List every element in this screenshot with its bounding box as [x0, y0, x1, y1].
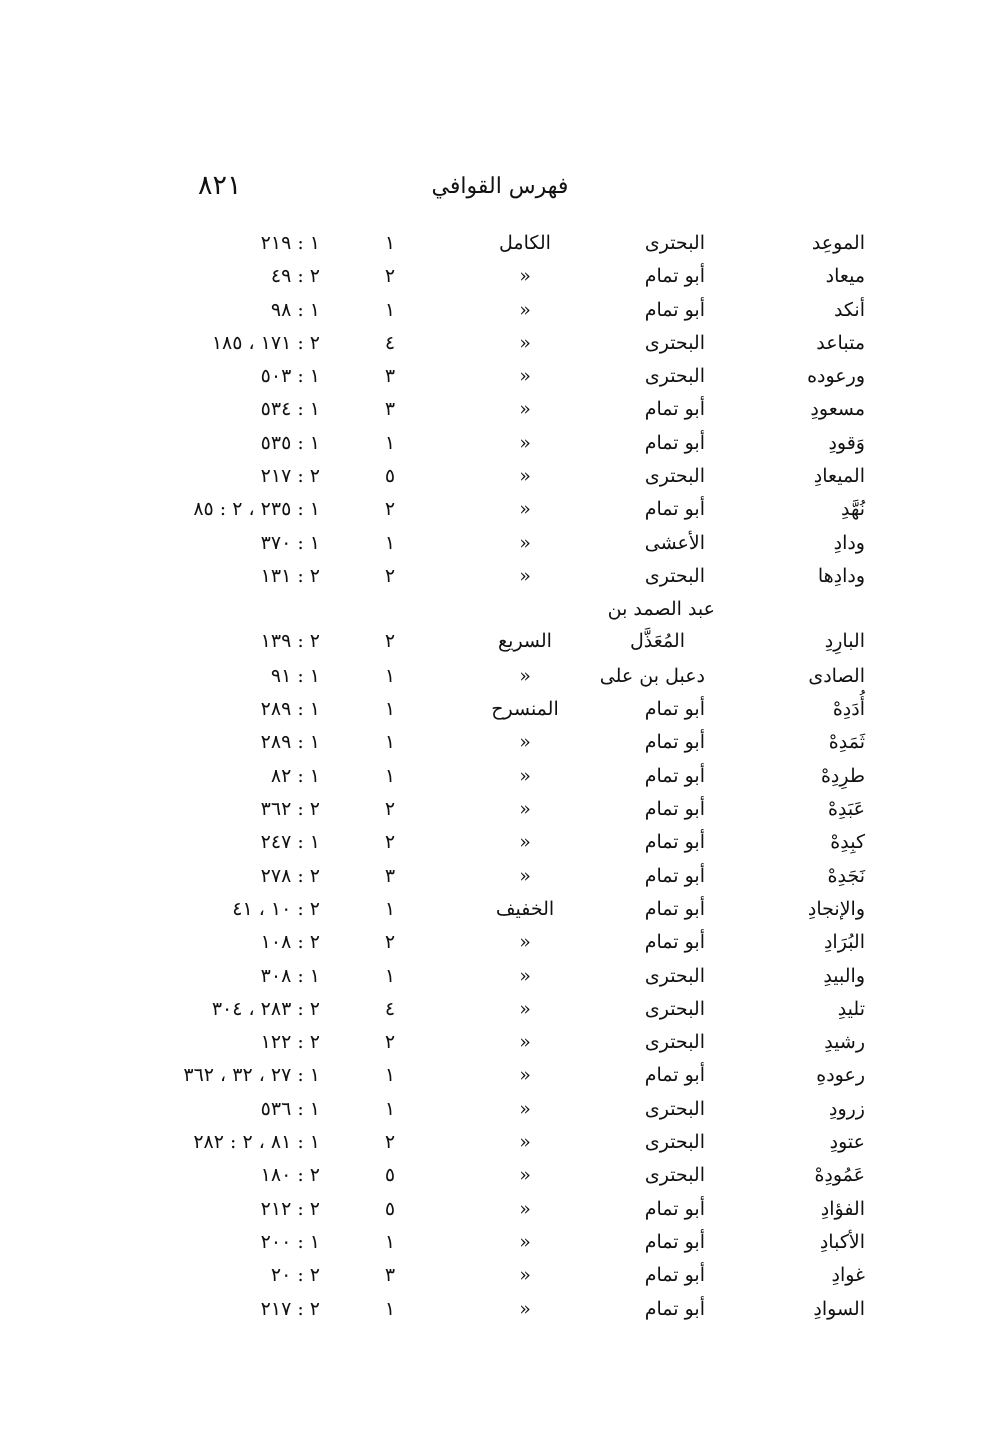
- poet-name: أبو تمام: [644, 398, 705, 421]
- table-row: [0, 728, 1005, 761]
- page-title: فهرس القوافي: [431, 174, 569, 199]
- page-reference: ١ : ٢٤٧: [260, 831, 320, 854]
- table-row: [0, 329, 1005, 362]
- page-reference: ٢ : ٢٧٨: [260, 864, 320, 887]
- rhyme-word: البارِدِ: [824, 630, 865, 653]
- table-row: [0, 595, 1005, 662]
- meter-name: »: [519, 931, 531, 954]
- rhyme-word: غوادِ: [831, 1264, 865, 1287]
- verse-count: ٢: [384, 798, 396, 821]
- rhyme-word: السوادِ: [813, 1297, 865, 1320]
- table-row: [0, 1028, 1005, 1061]
- table-row: [0, 495, 1005, 528]
- verse-count: ٥: [384, 1197, 396, 1220]
- meter-name: »: [519, 431, 531, 454]
- table-row: [0, 962, 1005, 995]
- meter-name: »: [519, 398, 531, 421]
- table-row: [0, 229, 1005, 262]
- meter-name: »: [519, 1264, 531, 1287]
- rhyme-word: والإنجادِ: [807, 897, 865, 920]
- poet-name: أبو تمام: [644, 698, 705, 721]
- verse-count: ١: [384, 698, 396, 721]
- meter-name: »: [519, 1230, 531, 1253]
- poet-name: البحترى: [644, 964, 705, 987]
- table-row: [0, 262, 1005, 295]
- table-row: [0, 695, 1005, 728]
- verse-count: ٤: [384, 331, 396, 354]
- poet-name: أبو تمام: [644, 764, 705, 787]
- verse-count: ٢: [384, 630, 396, 653]
- poet-name: البحترى: [644, 465, 705, 488]
- page-reference: ٢ : ١٠ ، ٤١: [232, 897, 320, 920]
- rhyme-word: رعودهِ: [816, 1064, 865, 1087]
- page-reference: ٢ : ٢٨٣ ، ٣٠٤: [211, 997, 320, 1020]
- table-row: [0, 1128, 1005, 1161]
- verse-count: ٥: [384, 1164, 396, 1187]
- verse-count: ٢: [384, 564, 396, 587]
- rhyme-word: عتودِ: [829, 1131, 865, 1154]
- poet-name: أبو تمام: [644, 1264, 705, 1287]
- meter-name: »: [519, 298, 531, 321]
- page-reference: ٢ : ١٨٠: [260, 1164, 320, 1187]
- page-reference: ٢ : ٢١٧: [260, 1297, 320, 1320]
- rhyme-word: ثَمَدِهْ: [828, 731, 865, 754]
- rhyme-word: نَجَدِهْ: [827, 864, 865, 887]
- page-reference: ١ : ٨١ ، ٢ : ٢٨٢: [193, 1131, 320, 1154]
- meter-name: »: [519, 265, 531, 288]
- verse-count: ٢: [384, 1131, 396, 1154]
- rhyme-word: ورعوده: [807, 365, 865, 388]
- meter-name: »: [519, 465, 531, 488]
- page-reference: ١ : ٥٣٤: [260, 398, 320, 421]
- page-reference: ٢ : ٢١٢: [260, 1197, 320, 1220]
- poet-name: عبد الصمد بن المُعَذَّل: [608, 595, 715, 623]
- verse-count: ١: [384, 531, 396, 554]
- page-reference: ٢ : ١٧١ ، ١٨٥: [211, 331, 320, 354]
- meter-name: »: [519, 1097, 531, 1120]
- rhyme-word: ودادِ: [833, 531, 865, 554]
- page-reference: ١ : ٥٣٥: [260, 431, 320, 454]
- rhyme-word: أنكد: [833, 298, 865, 321]
- meter-name: المنسرح: [491, 698, 559, 721]
- meter-name: »: [519, 1064, 531, 1087]
- meter-name: الكامل: [499, 232, 551, 254]
- page-reference: ١ : ٣٠٨: [260, 964, 320, 987]
- table-row: [0, 928, 1005, 961]
- verse-count: ١: [384, 664, 396, 687]
- page-reference: ٢ : ١٢٢: [260, 1031, 320, 1054]
- meter-name: »: [519, 531, 531, 554]
- page-number: ٨٢١: [198, 170, 242, 201]
- page-reference: ١ : ٢٠٠: [260, 1230, 320, 1253]
- rhyme-word: مسعودِ: [810, 398, 865, 421]
- page-reference: ١ : ٢٧ ، ٣٢ ، ٣٦٢: [183, 1064, 320, 1087]
- verse-count: ٢: [384, 831, 396, 854]
- rhyme-word: رشيدِ: [824, 1031, 865, 1054]
- rhyme-word: أُدَدِهْ: [832, 698, 865, 721]
- table-row: [0, 462, 1005, 495]
- poet-name: أبو تمام: [644, 897, 705, 920]
- verse-count: ٤: [384, 997, 396, 1020]
- page-reference: ٢ : ٣٦٢: [260, 798, 320, 821]
- poet-name: أبو تمام: [644, 831, 705, 854]
- rhyme-word: زرودِ: [829, 1097, 865, 1120]
- poet-name-line2: المُعَذَّل: [630, 630, 685, 653]
- poet-name: أبو تمام: [644, 731, 705, 754]
- rhyme-word: عَبَدِهْ: [828, 798, 865, 821]
- verse-count: ٣: [384, 1264, 396, 1287]
- poet-name: أبو تمام: [644, 931, 705, 954]
- rhyme-word: متباعد: [816, 331, 865, 354]
- table-row: [0, 1261, 1005, 1294]
- meter-name: »: [519, 1131, 531, 1154]
- meter-name: »: [519, 365, 531, 388]
- poet-name: البحترى: [644, 1031, 705, 1054]
- poet-name: أبو تمام: [644, 1064, 705, 1087]
- meter-name: »: [519, 498, 531, 521]
- table-row: [0, 662, 1005, 695]
- rhyme-word: الصادى: [808, 664, 865, 687]
- page-reference: ١ : ٥٠٣: [260, 365, 320, 388]
- page-reference: ١ : ٣٧٠: [260, 531, 320, 554]
- page-reference: ١ : ٢٨٩: [260, 698, 320, 721]
- rhyme-word: ميعاد: [825, 265, 865, 288]
- table-row: [0, 1195, 1005, 1228]
- page-reference: ٢ : ٤٩: [270, 265, 320, 288]
- verse-count: ١: [384, 232, 396, 254]
- poet-name: البحترى: [644, 1164, 705, 1187]
- table-row: [0, 296, 1005, 329]
- table-row: [0, 795, 1005, 828]
- table-row: [0, 828, 1005, 861]
- poet-name: أبو تمام: [644, 864, 705, 887]
- meter-name: »: [519, 1297, 531, 1320]
- meter-name: »: [519, 564, 531, 587]
- verse-count: ١: [384, 731, 396, 754]
- poet-name: أبو تمام: [644, 1230, 705, 1253]
- meter-name: »: [519, 864, 531, 887]
- verse-count: ٥: [384, 465, 396, 488]
- poet-name: أبو تمام: [644, 298, 705, 321]
- meter-name: »: [519, 664, 531, 687]
- meter-name: »: [519, 1197, 531, 1220]
- rhyme-word: والبيدِ: [823, 964, 865, 987]
- poet-name: البحترى: [644, 1131, 705, 1154]
- page-reference: ٢ : ٢١٧: [260, 465, 320, 488]
- verse-count: ١: [384, 764, 396, 787]
- meter-name: »: [519, 331, 531, 354]
- verse-count: ٢: [384, 931, 396, 954]
- verse-count: ١: [384, 964, 396, 987]
- verse-count: ١: [384, 431, 396, 454]
- poet-name: البحترى: [644, 331, 705, 354]
- page-reference: ١ : ٩٨: [270, 298, 320, 321]
- rhyme-word: عَمُودِهْ: [814, 1164, 865, 1187]
- page-reference: ١ : ٥٣٦: [260, 1097, 320, 1120]
- meter-name: »: [519, 997, 531, 1020]
- verse-count: ١: [384, 1230, 396, 1253]
- meter-name: »: [519, 764, 531, 787]
- rhyme-word: وَقودِ: [828, 431, 865, 454]
- table-row: [0, 562, 1005, 595]
- meter-name: »: [519, 798, 531, 821]
- rhyme-word: طرِدِهْ: [820, 764, 865, 787]
- poet-name: أبو تمام: [644, 798, 705, 821]
- verse-count: ١: [384, 1064, 396, 1087]
- table-row: [0, 1295, 1005, 1328]
- table-row: [0, 1061, 1005, 1094]
- rhyme-word: ودادِها: [817, 564, 865, 587]
- poet-name: أبو تمام: [644, 1197, 705, 1220]
- table-row: [0, 1095, 1005, 1128]
- meter-name: السريع: [498, 630, 552, 653]
- page-reference: ٢ : ٢٠: [270, 1264, 320, 1287]
- meter-name: »: [519, 964, 531, 987]
- table-row: [0, 1161, 1005, 1194]
- verse-count: ٢: [384, 1031, 396, 1054]
- verse-count: ١: [384, 1097, 396, 1120]
- table-row: [0, 895, 1005, 928]
- verse-count: ١: [384, 298, 396, 321]
- poet-name: البحترى: [644, 232, 705, 254]
- table-row: [0, 529, 1005, 562]
- meter-name: الخفيف: [495, 897, 555, 920]
- table-row: [0, 762, 1005, 795]
- rhyme-word: كبِدِهْ: [830, 831, 865, 854]
- poet-name: أبو تمام: [644, 431, 705, 454]
- rhyme-word: الأكبادِ: [819, 1230, 865, 1253]
- table-row: [0, 1228, 1005, 1261]
- meter-name: »: [519, 831, 531, 854]
- page-reference: ٢ : ١٣٩: [260, 630, 320, 653]
- poet-name: البحترى: [644, 564, 705, 587]
- verse-count: ١: [384, 1297, 396, 1320]
- poet-name: البحترى: [644, 1097, 705, 1120]
- page-reference: ١ : ٢٣٥ ، ٢ : ٨٥: [193, 498, 320, 521]
- table-row: [0, 362, 1005, 395]
- meter-name: »: [519, 731, 531, 754]
- poet-name: البحترى: [644, 997, 705, 1020]
- meter-name: »: [519, 1031, 531, 1054]
- verse-count: ٣: [384, 864, 396, 887]
- poet-name: أبو تمام: [644, 265, 705, 288]
- rhyme-word: نُهَّدِ: [840, 498, 865, 521]
- poet-name: الأعشى: [644, 531, 705, 554]
- page-reference: ١ : ٢٨٩: [260, 731, 320, 754]
- verse-count: ١: [384, 897, 396, 920]
- table-row: [0, 395, 1005, 428]
- page-reference: ٢ : ١٠٨: [260, 931, 320, 954]
- table-row: [0, 429, 1005, 462]
- rhyme-word: الفؤادِ: [820, 1197, 865, 1220]
- poet-name: دعبل بن على: [599, 664, 705, 687]
- verse-count: ٢: [384, 498, 396, 521]
- page-reference: ١ : ٨٢: [270, 764, 320, 787]
- table-row: [0, 995, 1005, 1028]
- meter-name: »: [519, 1164, 531, 1187]
- poet-name: أبو تمام: [644, 1297, 705, 1320]
- poet-name: البحترى: [644, 365, 705, 388]
- verse-count: ٢: [384, 265, 396, 288]
- rhyme-word: الموعِد: [811, 232, 865, 254]
- table-row: [0, 862, 1005, 895]
- page-reference: ١ : ٩١: [270, 664, 320, 687]
- rhyme-word: الميعادِ: [813, 465, 865, 488]
- verse-count: ٣: [384, 365, 396, 388]
- page-reference: ٢ : ١٣١: [260, 564, 320, 587]
- page-reference: ١ : ٢١٩: [260, 232, 320, 254]
- verse-count: ٣: [384, 398, 396, 421]
- rhyme-word: تليدِ: [837, 997, 865, 1020]
- rhyme-index-table: [0, 229, 1005, 1328]
- rhyme-word: البُرَادِ: [823, 931, 865, 954]
- poet-name: أبو تمام: [644, 498, 705, 521]
